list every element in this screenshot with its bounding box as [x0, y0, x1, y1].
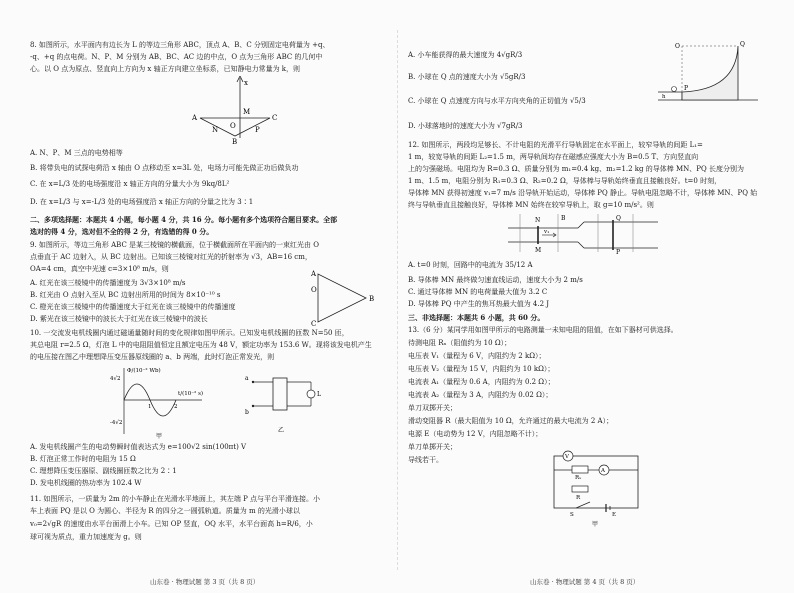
- q13-line-3: 电压表 V₁（量程为 6 V，内阻约为 2 kΩ）；: [408, 352, 546, 360]
- fig13-caption-jia: 甲: [592, 521, 599, 528]
- column-divider: [397, 30, 398, 570]
- q12-rails-figure: [508, 212, 658, 254]
- q12-line-1: 12. 如图所示，两段均足够长、不计电阻的光滑平行导轨固定在水平面上，较窄导轨的间距 L₁=: [408, 141, 703, 149]
- fig12-label-p: P: [616, 249, 621, 254]
- fig12-label-n: N: [535, 217, 541, 224]
- fig13-label-rx: Rₓ: [575, 475, 582, 481]
- fig13-label-a: A: [601, 468, 605, 474]
- q11-line-3: v₀=2√gR 的速度由水平台面滑上小车。已知 OP 竖直，OQ 水平，水平台面高 h=R/6，小: [30, 520, 313, 528]
- q9-option-a: A. 红光在该三棱镜中的传播速度为 3√3×10⁸ m/s: [30, 279, 186, 287]
- q12-option-c: C. 通过导体棒 MN 的电荷量最大值为 3.2 C: [408, 288, 548, 296]
- q8-line-1: 8. 如图所示，水平面内有边长为 L 的等边三角形 ABC，顶点 A、B、C 分别固定电荷量为 +q、: [30, 41, 330, 49]
- q10-line-2: 其总电阻 r=2.5 Ω，灯泡 L 中的电阻阻值恒定且额定电压为 48 V，额定功率为 153.6 W。现将该发电机产生: [30, 341, 372, 349]
- q8-option-b: B. 将带负电的试探电荷沿 x 轴由 O 点移动至 x=3L 处，电场力可能先做正功后做负功: [30, 164, 299, 172]
- section2-line-2: 选对的得 4 分，选对但不全的得 2 分，有选错的得 0 分。: [30, 227, 214, 236]
- q12-line-3: 上的匀强磁场。电阻均为 R=0.3 Ω、质量分别为 m₁=0.4 kg、m₂=1.2 kg 的导体棒 MN、PQ 长度分别为: [408, 165, 744, 173]
- q9-option-d: D. 紫光在该三棱镜中的波长大于红光在该三棱镜中的波长: [30, 315, 208, 323]
- q12-line-6: 终与导轨垂直且接触良好，导体棒 MN 始终在较窄导轨上，取 g=10 m/s²。则: [408, 201, 654, 209]
- q8-option-a: A. N、P、M 三点的电势相等: [30, 149, 123, 157]
- fig12-label-m: M: [535, 247, 542, 254]
- q13-line-6: 电流表 A₂（量程为 3 A，内阻约为 0.02 Ω）；: [408, 391, 553, 399]
- q10-line-1: 10. 一交流发电机线圈内通过磁通量随时间的变化规律如图甲所示。已知发电机线圈的匝数 N=50 匝，: [30, 329, 349, 337]
- q13-line-10: 单刀单掷开关；: [408, 443, 457, 451]
- fig13-label-s: S: [570, 512, 574, 518]
- fig10-y-min: -4√2: [110, 420, 123, 426]
- fig10-label-l: L: [317, 391, 321, 398]
- fig9-label-o: O: [311, 286, 317, 294]
- q12-line-5: 导体棒 MN 获得初速度 v₁=7 m/s 沿导轨开始运动，导体棒 PQ 静止。导轨电阻忽略不计，导体棒 MN、PQ 始: [408, 189, 758, 197]
- q9-line-1: 9. 如图所示，等边三角形 ABC 是某三棱镜的横截面，位于横截面所在平面内的一束红光由 O: [30, 241, 320, 249]
- q8-option-d: D. 在 x=L/3 与 x=-L/3 处的电场强度沿 x 轴正方向的分量之比为 3∶1: [30, 198, 254, 206]
- fig8-label-m: M: [243, 108, 251, 116]
- q8-line-2: -q、+q 的点电荷。N、P、M 分别为 AB、BC、AC 边的中点，O 点为三角形 ABC 的几何中: [30, 53, 323, 61]
- q11-cart-figure: [658, 40, 758, 104]
- q9-line-3: OA=4 cm，真空中光速 c=3×10⁸ m/s，则: [30, 265, 169, 273]
- fig13-label-e: E: [612, 512, 617, 518]
- left-page-footer: 山东卷 · 物理试题 第 3 页（共 8 页）: [150, 578, 260, 586]
- fig8-label-p: P: [255, 126, 260, 134]
- fig9-label-c: C: [311, 320, 317, 328]
- fig8-label-b: B: [232, 138, 238, 146]
- q13-circuit-figure: [546, 448, 646, 528]
- q10-option-d: D. 发电机线圈的热功率为 102.4 W: [30, 479, 142, 487]
- fig12-label-q: Q: [616, 215, 621, 222]
- q10-line-3: 的电压接在图乙中理想降压变压器原线圈的 a、b 两端，此时灯泡正常发光，则: [30, 353, 275, 361]
- q12-option-a: A. t=0 时刻，回路中的电流为 35/12 A: [408, 261, 533, 269]
- q9-option-c: C. 橙光在该三棱镜中的传播速度大于红光在该三棱镜中的传播速度: [30, 303, 236, 311]
- fig12-label-v1: v₁: [544, 229, 550, 235]
- q13-line-2: 待测电阻 Rₓ（阻值约为 10 Ω）；: [408, 339, 512, 347]
- fig9-label-b: B: [369, 295, 375, 303]
- q9-line-2: 点垂直于 AC 边射入，从 BC 边射出。已知该三棱镜对红光的折射率为 √3，AB=16 cm，: [30, 253, 312, 261]
- fig9-label-a: A: [311, 270, 317, 278]
- q8-option-c: C. 在 x=L/3 处的电场强度沿 x 轴正方向的分量大小为 9kq/8L²: [30, 180, 230, 188]
- fig11-label-p: P: [684, 85, 689, 92]
- q12-line-2: 1 m，较宽导轨的间距 L₂=1.5 m，两导轨间均存在磁感应强度大小为 B=0.5 T、方向竖直向: [408, 153, 699, 161]
- fig10-y-max: 4√2: [110, 376, 121, 382]
- q11-option-a: A. 小车能获得的最大速度为 4√gR/3: [408, 51, 523, 59]
- fig13-label-v: V: [565, 454, 569, 460]
- q13-line-11: 导线若干。: [408, 456, 443, 464]
- fig8-label-c: C: [272, 114, 278, 122]
- q9-prism-figure: [310, 268, 380, 328]
- q9-option-b: B. 红光由 O 点射入至从 BC 边射出所用的时间为 8×10⁻¹⁰ s: [30, 291, 221, 299]
- q12-option-d: D. 导体棒 PQ 中产生的焦耳热最大值为 4.2 J: [408, 300, 550, 308]
- q8-triangle-figure: [170, 76, 280, 146]
- section3-header: 三、非选择题：本题共 6 小题，共 60 分。: [408, 313, 545, 322]
- fig10-x-label: t/(10⁻² s): [178, 391, 204, 397]
- q13-line-5: 电流表 A₁（量程为 0.6 A，内阻约为 0.2 Ω）；: [408, 378, 555, 386]
- fig10-caption-yi: 乙: [278, 427, 285, 434]
- q10-flux-graph-figure: [110, 364, 210, 440]
- q13-line-9: 电源 E（电动势为 12 V，内阻忽略不计）；: [408, 430, 543, 438]
- fig10-label-a: a: [245, 375, 249, 382]
- fig8-label-n: N: [212, 126, 219, 134]
- fig10-y-label: Φ/(10⁻² Wb): [127, 368, 161, 374]
- q11-line-4: 球可视为质点，重力加速度为 g。则: [30, 533, 142, 541]
- q10-option-a: A. 发电机线圈产生的电动势瞬时值表达式为 e=100√2 sin(100πt) V: [30, 443, 247, 451]
- fig11-label-h: h: [662, 94, 666, 100]
- q13-line-1: 13.（6 分）某同学用如图甲所示的电路测量一未知电阻的阻值，在如下器材可供选择。: [408, 326, 678, 334]
- q8-line-3: 心。以 O 点为原点、竖直向上方向为 x 轴正方向建立坐标系，已知静电力常量为 k，则: [30, 65, 301, 73]
- fig8-x-label: x: [244, 79, 248, 87]
- q10-option-c: C. 理想降压变压器原、副线圈匝数之比为 2∶1: [30, 467, 177, 475]
- fig10-tick-1: 1: [148, 404, 152, 410]
- q13-line-8: 滑动变阻器 R（最大阻值为 10 Ω，允许通过的最大电流为 2 A）；: [408, 417, 614, 425]
- q11-option-b: B. 小球在 Q 点的速度大小为 √5gR/3: [408, 73, 526, 81]
- fig8-label-a: A: [192, 114, 198, 122]
- q11-line-2: 车上表面 PQ 是以 O 为圆心、半径为 R 的四分之一圆弧轨道。质量为 m 的光滑小球以: [30, 507, 300, 515]
- q11-line-1: 11. 如图所示，一质量为 2m 的小车静止在光滑水平地面上，其左端 P 点与平台平滑连接。小: [30, 495, 321, 503]
- fig10-tick-2: 2: [174, 404, 178, 410]
- q10-transformer-figure: [245, 366, 325, 438]
- right-page-footer: 山东卷 · 物理试题 第 4 页（共 8 页）: [530, 578, 640, 586]
- fig12-label-b: B: [561, 215, 566, 222]
- q13-line-4: 电压表 V₂（量程为 15 V，内阻约为 10 kΩ）；: [408, 365, 555, 373]
- fig11-label-o: O: [675, 43, 680, 50]
- q12-line-4: 1 m、1.5 m，电阻分别为 R₁=0.3 Ω、R₂=0.2 Ω，导体棒与导轨始终垂直且接触良好。t=0 时刻，: [408, 177, 722, 185]
- fig8-label-o: O: [230, 122, 236, 130]
- q13-line-7: 单刀双掷开关；: [408, 404, 457, 412]
- fig13-label-r: R: [576, 495, 581, 501]
- fig10-caption-jia: 甲: [156, 433, 163, 440]
- q11-option-c: C. 小球在 Q 点速度方向与水平方向夹角的正切值为 √5/3: [408, 97, 586, 105]
- q10-option-b: B. 灯泡正常工作时的电阻为 15 Ω: [30, 455, 136, 463]
- q11-option-d: D. 小球落地时的速度大小为 √7gR/3: [408, 122, 523, 130]
- fig11-label-q: Q: [740, 41, 745, 48]
- section2-line-1: 二、多项选择题：本题共 4 小题，每小题 4 分，共 16 分。每小题有多个选项符合题目要求。全部: [30, 215, 338, 224]
- q12-option-b: B. 导体棒 MN 最终做匀速直线运动，速度大小为 2 m/s: [408, 276, 583, 284]
- fig10-label-b: b: [245, 409, 249, 416]
